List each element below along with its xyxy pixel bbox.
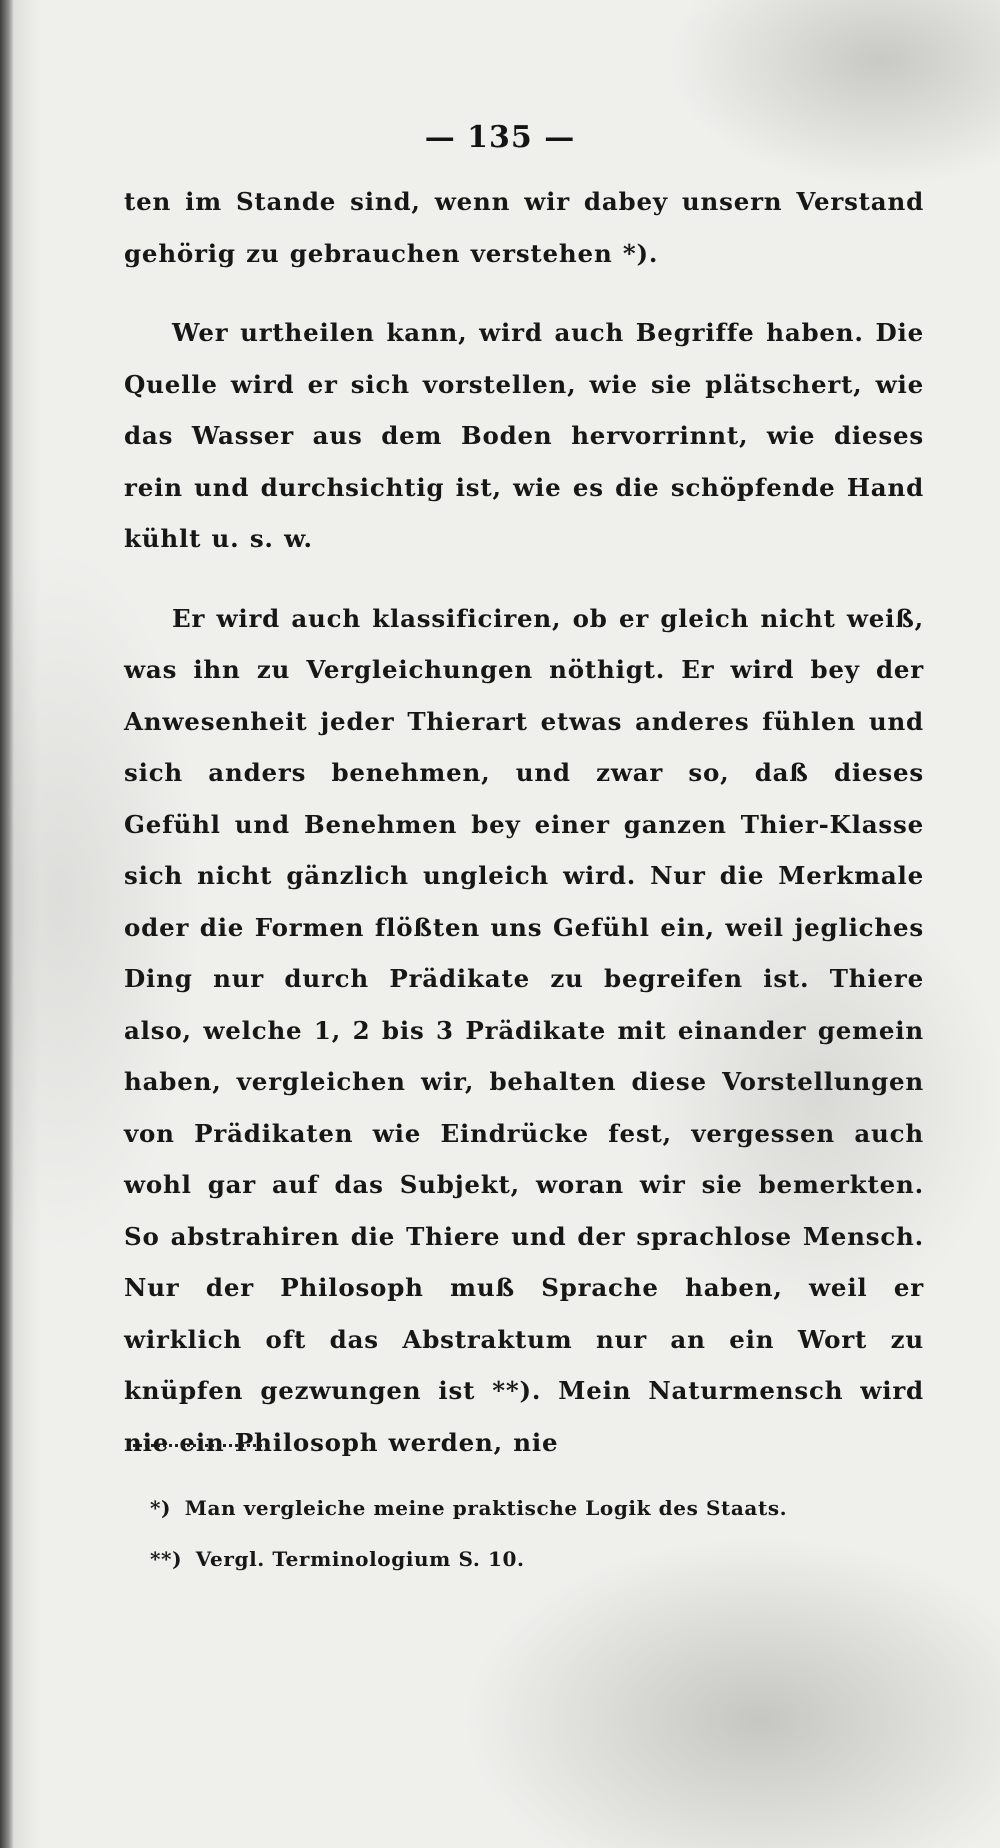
paragraph-continuation: ten im Stande sind, wenn wir dabey unsern Verstand gehörig zu gebrauchen verstehen *). xyxy=(124,187,924,268)
main-text-block xyxy=(124,176,924,1468)
footnote-text: Vergl. Terminologium S. 10. xyxy=(195,1547,525,1571)
footnote-marker: **) xyxy=(150,1547,183,1571)
page-binding-edge xyxy=(0,0,14,1848)
paragraph-classification: Er wird auch klassificiren, ob er gleich nicht weiß, was ihn zu Vergleichungen nöthigt. Er wird bey der Anwesenheit jeder Thierart etwas anderes fühlen und sich anders benehmen, und zwar so, daß dieses Gefühl und Benehmen bey einer ganzen Thier-Klasse sich nicht gänzlich ungleich wird. Nur die Merkmale oder die Formen flößten uns Gefühl ein, weil jegliches Ding nur durch Prädikate zu begreifen ist. Thiere also, welche 1, 2 bis 3 Prädikate mit einander gemein haben, vergleichen wir, behalten diese Vorstellungen von Prädikaten wie Eindrücke fest, vergessen auch wohl gar auf das Subjekt, woran wir sie bemerkten. So abstrahiren die Thiere und der sprachlose Mensch. Nur der Philosoph muß Sprache haben, weil er wirklich oft das Abstraktum nur an ein Wort zu knüpfen gezwungen ist **). Mein Naturmensch wird nie ein Philosoph werden, nie xyxy=(124,603,924,1457)
page-number-header: — 135 — xyxy=(424,120,576,155)
footnote-item xyxy=(150,1534,910,1585)
footnote-marker: *) xyxy=(150,1496,172,1520)
paragraph-judgement: Wer urtheilen kann, wird auch Begriffe haben. Die Quelle wird er sich vorstellen, wie sie plätschert, wie das Wasser aus dem Boden hervorrinnt, wie dieses rein und durchsichtig ist, wie es die schöpfende Hand kühlt u. s. w. xyxy=(124,318,924,553)
footnote-item xyxy=(150,1483,910,1534)
footnotes-block xyxy=(150,1483,910,1585)
footnote-text: Man vergleiche meine praktische Logik des Staats. xyxy=(184,1496,788,1520)
footnote-separator xyxy=(128,1444,268,1447)
